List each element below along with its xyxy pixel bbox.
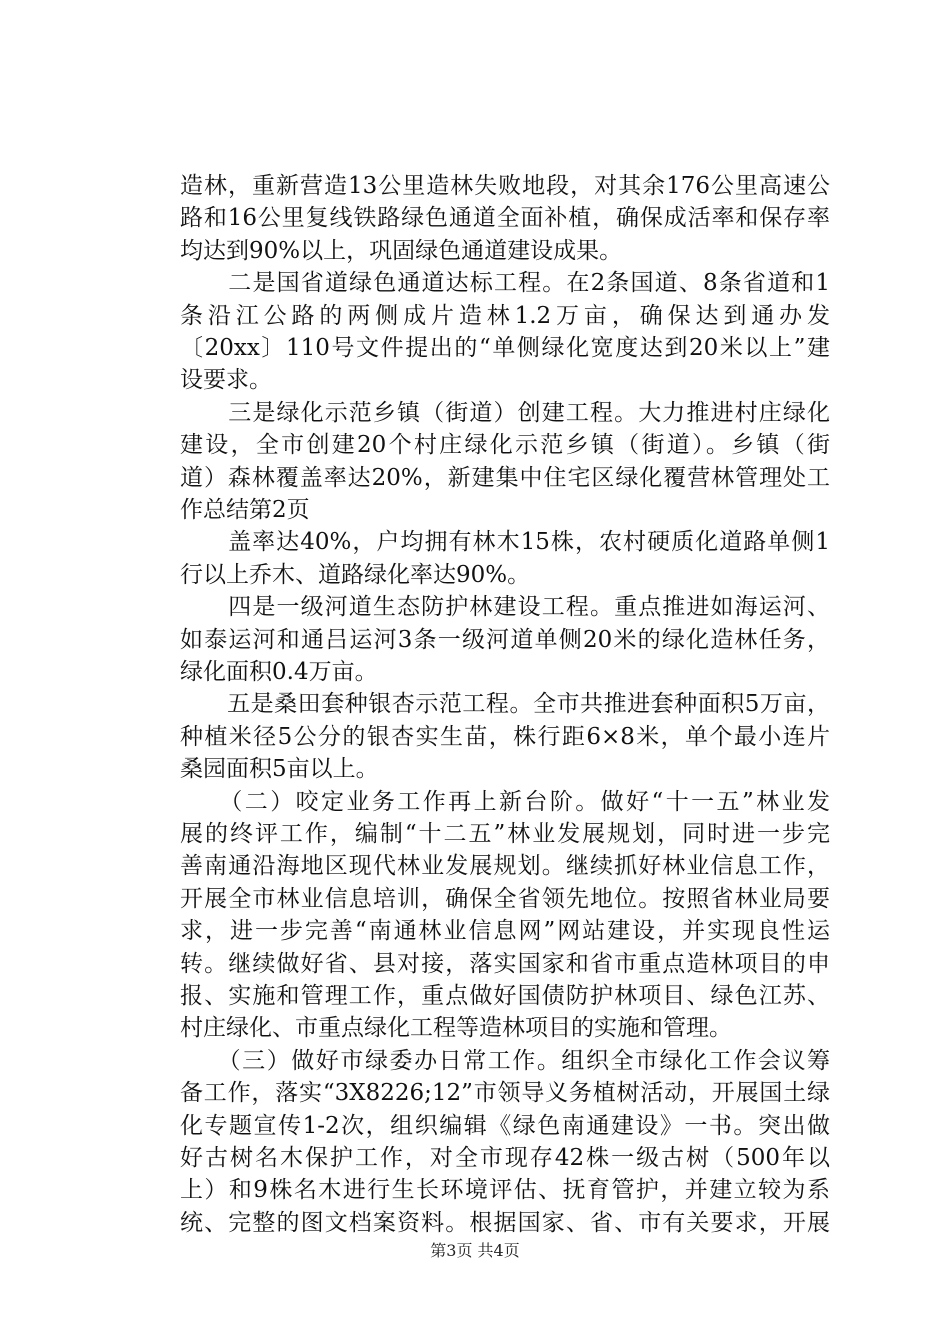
- text-line: 路和16公里复线铁路绿色通道全面补植，确保成活率和保存率: [180, 205, 830, 232]
- text-line: 善南通沿海地区现代林业发展规划。继续抓好林业信息工作，: [180, 853, 830, 880]
- text-line: 好古树名木保护工作，对全市现存42株一级古树（500年以: [180, 1145, 830, 1171]
- page-footer: 第3页 共4页: [430, 1241, 520, 1260]
- text-line: 桑园面积5亩以上。: [180, 756, 379, 783]
- text-line: （二）咬定业务工作再上新台阶。做好“十一五”林业发: [180, 788, 830, 815]
- text-line: 设要求。: [180, 367, 272, 394]
- text-line: 报、实施和管理工作，重点做好国债防护林项目、绿色江苏、: [180, 983, 830, 1009]
- text-line: 备工作，落实“3X8226;12”市领导义务植树活动，开展国土绿: [180, 1080, 830, 1107]
- text-line: 五是桑田套种银杏示范工程。全市共推进套种面积5万亩，: [180, 691, 830, 718]
- text-line: 统、完整的图文档案资料。根据国家、省、市有关要求，开展: [180, 1209, 830, 1236]
- text-line: 建设，全市创建20个村庄绿化示范乡镇（街道）。乡镇（街: [180, 432, 830, 459]
- text-line: 转。继续做好省、县对接，落实国家和省市重点造林项目的申: [180, 950, 830, 977]
- text-line: 如泰运河和通吕运河3条一级河道单侧20米的绿化造林任务，: [180, 626, 830, 653]
- text-line: 开展全市林业信息培训，确保全省领先地位。按照省林业局要: [180, 885, 830, 912]
- text-line: 求，进一步完善“南通林业信息网”网站建设，并实现良性运: [180, 918, 830, 945]
- text-line: 四是一级河道生态防护林建设工程。重点推进如海运河、: [180, 594, 830, 621]
- text-line: 二是国省道绿色通道达标工程。在2条国道、8条省道和1: [180, 270, 830, 297]
- text-line: 展的终评工作，编制“十二五”林业发展规划，同时进一步完: [180, 821, 830, 847]
- text-line: 行以上乔木、道路绿化率达90%。: [180, 561, 531, 588]
- text-line: 〔20xx〕110号文件提出的“单侧绿化宽度达到20米以上”建: [180, 335, 830, 361]
- text-line: 作总结第2页: [180, 497, 310, 523]
- text-line: 三是绿化示范乡镇（街道）创建工程。大力推进村庄绿化: [180, 399, 830, 426]
- text-line: 均达到90%以上，巩固绿色通道建设成果。: [180, 237, 623, 264]
- text-line: 种植米径5公分的银杏实生苗，株行距6×8米，单个最小连片: [180, 723, 830, 750]
- text-line: 上）和9株名木进行生长环境评估、抚育管护，并建立较为系: [180, 1177, 830, 1204]
- text-line: 道）森林覆盖率达20%，新建集中住宅区绿化覆营林管理处工: [180, 464, 830, 491]
- text-line: 条沿江公路的两侧成片造林1.2万亩，确保达到通办发: [180, 302, 830, 329]
- text-line: 盖率达40%，户均拥有林木15株，农村硬质化道路单侧1: [180, 529, 830, 556]
- text-line: 造林，重新营造13公里造林失败地段，对其余176公里高速公: [180, 173, 830, 199]
- text-line: （三）做好市绿委办日常工作。组织全市绿化工作会议筹: [180, 1047, 830, 1074]
- text-line: 绿化面积0.4万亩。: [180, 659, 378, 685]
- text-line: 化专题宣传1-2次，组织编辑《绿色南通建设》一书。突出做: [180, 1112, 830, 1139]
- text-line: 村庄绿化、市重点绿化工程等造林项目的实施和管理。: [180, 1015, 732, 1042]
